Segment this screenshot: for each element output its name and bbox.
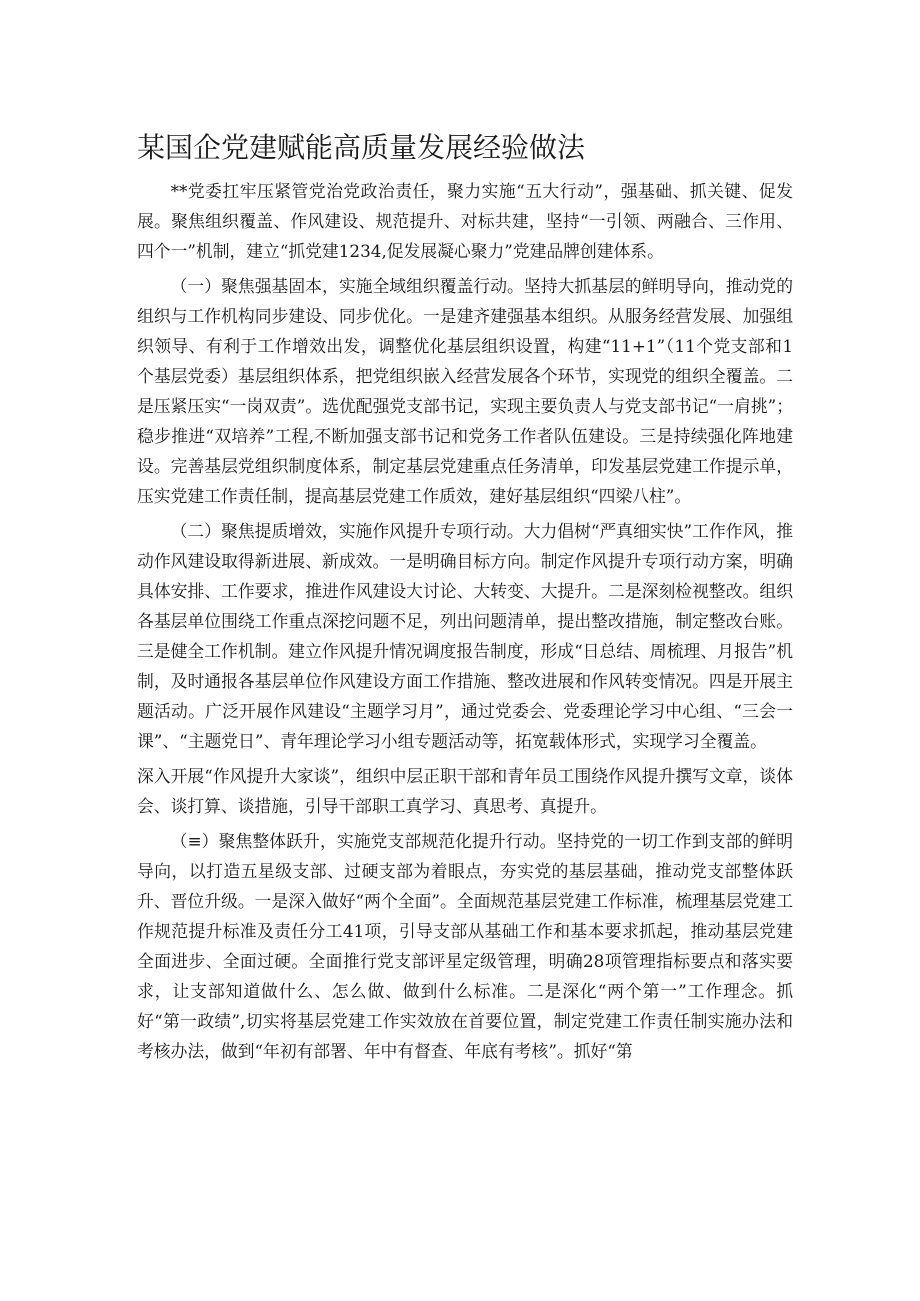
intro-paragraph: **党委扛牢压紧管党治党政治责任，聚力实施“五大行动”，强基础、抓关键、促发展。聚焦组织覆盖、作风建设、规范提升、对标共建，坚持“一引领、两融合、三作用、四个一”机制，建立“抓党建1234,促发展凝心聚力”党建品牌创建体系。 <box>137 181 793 261</box>
section-two-paragraph: （二）聚焦提质增效，实施作风提升专项行动。大力倡树“严真细实快”工作作风，推动作风建设取得新进展、新成效。一是明确目标方向。制定作风提升专项行动方案，明确具体安排、工作要求，推进作风建设大讨论、大转变、大提升。二是深刻检视整改。组织各基层单位围绕工作重点深挖问题不足，列出问题清单，提出整改措施，制定整改台账。三是健全工作机制。建立作风提升情况调度报告制度，形成“日总结、周梳理、月报告”机制，及时通报各基层单位作风建设方面工作措施、整改进展和作风转变情况。四是开展主题活动。广泛开展作风建设“主题学习月”，通过党委会、党委理论学习中心组、“三会一课”、“主题党日”、青年理论学习小组专题活动等，拓宽载体形式，实现学习全覆盖。 <box>137 521 793 751</box>
document-title: 某国企党建赋能高质量发展经验做法 <box>137 131 586 164</box>
document-body <box>137 176 793 1071</box>
section-two-continuation-paragraph: 深入开展“作风提升大家谈”，组织中层正职干部和青年员工围绕作风提升撰写文章，谈体会、谈打算、谈措施，引导干部职工真学习、真思考、真提升。 <box>137 766 793 816</box>
section-one-paragraph: （一）聚焦强基固本，实施全域组织覆盖行动。坚持大抓基层的鲜明导向，推动党的组织与工作机构同步建设、同步优化。一是建齐建强基本组织。从服务经营发展、加强组织领导、有利于工作增效出发，调整优化基层组织设置，构建“11+1”（11个党支部和1个基层党委）基层组织体系，把党组织嵌入经营发展各个环节，实现党的组织全覆盖。二是压紧压实“一岗双责”。选优配强党支部书记，实现主要负责人与党支部书记“一肩挑”；稳步推进“双培养”工程,不断加强支部书记和党务工作者队伍建设。三是持续强化阵地建设。完善基层党组织制度体系，制定基层党建重点任务清单，印发基层党建工作提示单，压实党建工作责任制，提高基层党建工作质效，建好基层组织“四梁八柱”。 <box>137 276 793 506</box>
section-three-paragraph: （≡）聚焦整体跃升，实施党支部规范化提升行动。坚持党的一切工作到支部的鲜明导向，以打造五星级支部、过硬支部为着眼点，夯实党的基层基础，推动党支部整体跃升、晋位升级。一是深入做好“两个全面”。全面规范基层党建工作标准，梳理基层党建工作规范提升标准及责任分工41项，引导支部从基础工作和基本要求抓起，推动基层党建全面进步、全面过硬。全面推行党支部评星定级管理，明确28项管理指标要点和落实要求，让支部知道做什么、怎么做、做到什么标准。二是深化“两个第一”工作理念。抓好“第一政绩”,切实将基层党建工作实效放在首要位置，制定党建工作责任制实施办法和考核办法，做到“年初有部署、年中有督查、年底有考核”。抓好“第 <box>137 831 793 1061</box>
